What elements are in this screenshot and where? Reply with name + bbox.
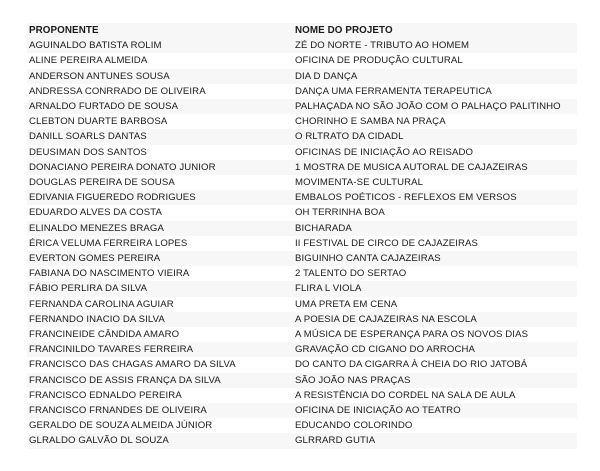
table-row bbox=[27, 190, 577, 205]
cell-proponente: ANDERSON ANTUNES SOUSA bbox=[27, 69, 293, 84]
cell-proponente: FERNANDO INACIO DA SILVA bbox=[27, 312, 293, 327]
cell-proponente: DONACIANO PEREIRA DONATO JUNIOR bbox=[27, 160, 293, 175]
cell-nome-do-projeto: O RLTRATO DA CIDADL bbox=[293, 129, 577, 144]
table-row bbox=[27, 373, 577, 388]
cell-proponente: GLRALDO GALVÃO DL SOUZA bbox=[27, 433, 293, 448]
table-row bbox=[27, 388, 577, 403]
cell-nome-do-projeto: GLRRARD GUTIA bbox=[293, 433, 577, 448]
table-row bbox=[27, 342, 577, 357]
cell-proponente: FRANCISCO FRNANDES DE OLIVEIRA bbox=[27, 403, 293, 418]
table-row bbox=[27, 221, 577, 236]
cell-nome-do-projeto: DO CANTO DA CIGARRA À CHEIA DO RIO JATOBÁ bbox=[293, 357, 577, 372]
cell-nome-do-projeto: SÃO JOÃO NAS PRAÇAS bbox=[293, 373, 577, 388]
cell-proponente: FRANCINEIDE CÂNDIDA AMARO bbox=[27, 327, 293, 342]
cell-nome-do-projeto: OH TERRINHA BOA bbox=[293, 205, 577, 220]
cell-proponente: EVERTON GOMES PEREIRA bbox=[27, 251, 293, 266]
table-header bbox=[27, 23, 577, 38]
cell-proponente: FRANCINILDO TAVARES FERREIRA bbox=[27, 342, 293, 357]
cell-nome-do-projeto: PALHAÇADA NO SÃO JOÃO COM O PALHAÇO PALITINHO bbox=[293, 99, 577, 114]
column-header-nome-do-projeto: NOME DO PROJETO bbox=[293, 23, 577, 38]
cell-nome-do-projeto: A POESIA DE CAJAZEIRAS NA ESCOLA bbox=[293, 312, 577, 327]
cell-proponente: ARNALDO FURTADO DE SOUSA bbox=[27, 99, 293, 114]
table-row bbox=[27, 38, 577, 53]
cell-proponente: FRANCISCO DAS CHAGAS AMARO DA SILVA bbox=[27, 357, 293, 372]
cell-nome-do-projeto: EMBALOS POÉTICOS - REFLEXOS EM VERSOS bbox=[293, 190, 577, 205]
cell-proponente: FABIANA DO NASCIMENTO VIEIRA bbox=[27, 266, 293, 281]
cell-proponente: DOUGLAS PEREIRA DE SOUSA bbox=[27, 175, 293, 190]
cell-proponente: ALINE PEREIRA ALMEIDA bbox=[27, 53, 293, 68]
table-row bbox=[27, 160, 577, 175]
table-row bbox=[27, 418, 577, 433]
table-row bbox=[27, 114, 577, 129]
table-row bbox=[27, 251, 577, 266]
cell-nome-do-projeto: OFICINA DE PRODUÇÃO CULTURAL bbox=[293, 53, 577, 68]
cell-nome-do-projeto: A RESISTÊNCIA DO CORDEL NA SALA DE AULA bbox=[293, 388, 577, 403]
cell-proponente: FRANCISCO DE ASSIS FRANÇA DA SILVA bbox=[27, 373, 293, 388]
table-row bbox=[27, 129, 577, 144]
cell-nome-do-projeto: BIGUINHO CANTA CAJAZEIRAS bbox=[293, 251, 577, 266]
table-row bbox=[27, 357, 577, 372]
cell-nome-do-projeto: GRAVAÇÃO CD CIGANO DO ARROCHA bbox=[293, 342, 577, 357]
cell-proponente: CLEBTON DUARTE BARBOSA bbox=[27, 114, 293, 129]
cell-nome-do-projeto: EDUCANDO COLORINDO bbox=[293, 418, 577, 433]
cell-nome-do-projeto: MOVIMENTA-SE CULTURAL bbox=[293, 175, 577, 190]
table-row bbox=[27, 99, 577, 114]
table-row bbox=[27, 327, 577, 342]
table-row bbox=[27, 84, 577, 99]
cell-proponente: FERNANDA CAROLINA AGUIAR bbox=[27, 297, 293, 312]
cell-proponente: EDIVANIA FIGUEREDO RODRIGUES bbox=[27, 190, 293, 205]
cell-nome-do-projeto: DANÇA UMA FERRAMENTA TERAPEUTICA bbox=[293, 84, 577, 99]
table-row bbox=[27, 69, 577, 84]
table-row bbox=[27, 403, 577, 418]
table-row bbox=[27, 175, 577, 190]
table-row bbox=[27, 266, 577, 281]
cell-nome-do-projeto: A MÚSICA DE ESPERANÇA PARA OS NOVOS DIAS bbox=[293, 327, 577, 342]
column-header-proponente: PROPONENTE bbox=[27, 23, 293, 38]
cell-nome-do-projeto: UMA PRETA EM CENA bbox=[293, 297, 577, 312]
cell-proponente: DANILL SOARLS DANTAS bbox=[27, 129, 293, 144]
cell-nome-do-projeto: 1 MOSTRA DE MUSICA AUTORAL DE CAJAZEIRAS bbox=[293, 160, 577, 175]
cell-nome-do-projeto: OFICINA DE INICIAÇÃO AO TEATRO bbox=[293, 403, 577, 418]
cell-nome-do-projeto: OFICINAS DE INICIAÇÃO AO REISADO bbox=[293, 145, 577, 160]
cell-nome-do-projeto: CHORINHO E SAMBA NA PRAÇA bbox=[293, 114, 577, 129]
cell-nome-do-projeto: FLIRA L VIOLA bbox=[293, 281, 577, 296]
table-row bbox=[27, 236, 577, 251]
cell-proponente: ANDRESSA CONRRADO DE OLIVEIRA bbox=[27, 84, 293, 99]
cell-nome-do-projeto: BICHARADA bbox=[293, 221, 577, 236]
table-row bbox=[27, 312, 577, 327]
table-row bbox=[27, 205, 577, 220]
cell-proponente: ÉRICA VELUMA FERREIRA LOPES bbox=[27, 236, 293, 251]
cell-proponente: ELINALDO MENEZES BRAGA bbox=[27, 221, 293, 236]
cell-proponente: FRANCISCO EDNALDO PEREIRA bbox=[27, 388, 293, 403]
cell-proponente: FÁBIO PERLIRA DA SILVA bbox=[27, 281, 293, 296]
cell-proponente: AGUINALDO BATISTA ROLIM bbox=[27, 38, 293, 53]
cell-nome-do-projeto: II FESTIVAL DE CIRCO DE CAJAZEIRAS bbox=[293, 236, 577, 251]
cell-nome-do-projeto: ZÉ DO NORTE - TRIBUTO AO HOMEM bbox=[293, 38, 577, 53]
table-body bbox=[27, 38, 577, 448]
cell-proponente: DEUSIMAN DOS SANTOS bbox=[27, 145, 293, 160]
table-row bbox=[27, 297, 577, 312]
table-row bbox=[27, 433, 577, 448]
table-row bbox=[27, 53, 577, 68]
cell-proponente: GERALDO DE SOUZA ALMEIDA JÚNIOR bbox=[27, 418, 293, 433]
cell-nome-do-projeto: 2 TALENTO DO SERTAO bbox=[293, 266, 577, 281]
cell-nome-do-projeto: DIA D DANÇA bbox=[293, 69, 577, 84]
projects-table bbox=[27, 23, 577, 449]
cell-proponente: EDUARDO ALVES DA COSTA bbox=[27, 205, 293, 220]
header-row bbox=[27, 23, 577, 38]
table-row bbox=[27, 145, 577, 160]
table-row bbox=[27, 281, 577, 296]
